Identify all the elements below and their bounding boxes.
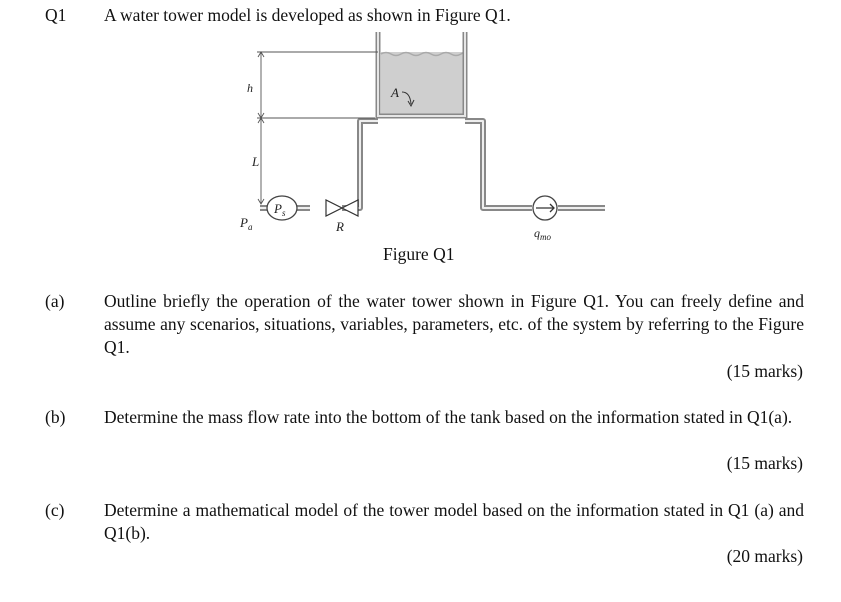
label-qmo: $q_{mo}$ [534, 226, 551, 242]
label-R: R [336, 219, 344, 234]
part-a-label: (a) [45, 291, 65, 311]
part-a-text: Outline briefly the operation of the water tower shown in Figure Q1. You can freely define and assume any scenarios, situations, variables, parameters, etc. of the system by referring to the Figure Q1. [104, 291, 804, 357]
figure-caption: Figure Q1 [383, 244, 455, 264]
part-c-text: Determine a mathematical model of the tower model based on the information stated in Q1 (a) and Q1(b). [104, 500, 804, 543]
tank-water [381, 52, 463, 114]
outlet-pipe [465, 121, 605, 208]
part-b-text: Determine the mass flow rate into the bottom of the tank based on the information stated in Q1(a). [104, 407, 793, 427]
water-tower-figure [220, 26, 620, 246]
question-number: Q1 [45, 5, 67, 25]
part-b-marks: (15 marks) [726, 453, 803, 473]
valve-icon [326, 200, 358, 216]
label-A: A [391, 85, 399, 100]
part-a-marks: (15 marks) [726, 361, 803, 381]
label-Ps: $P_s$ [274, 201, 286, 218]
part-c-marks: (20 marks) [726, 546, 803, 566]
label-h: h [247, 81, 253, 95]
part-c-label: (c) [45, 500, 65, 520]
label-Pa: $P_a$ [240, 215, 253, 232]
part-b-label: (b) [45, 407, 66, 427]
question-intro: A water tower model is developed as shown in Figure Q1. [104, 5, 511, 25]
label-L: L [252, 154, 260, 169]
